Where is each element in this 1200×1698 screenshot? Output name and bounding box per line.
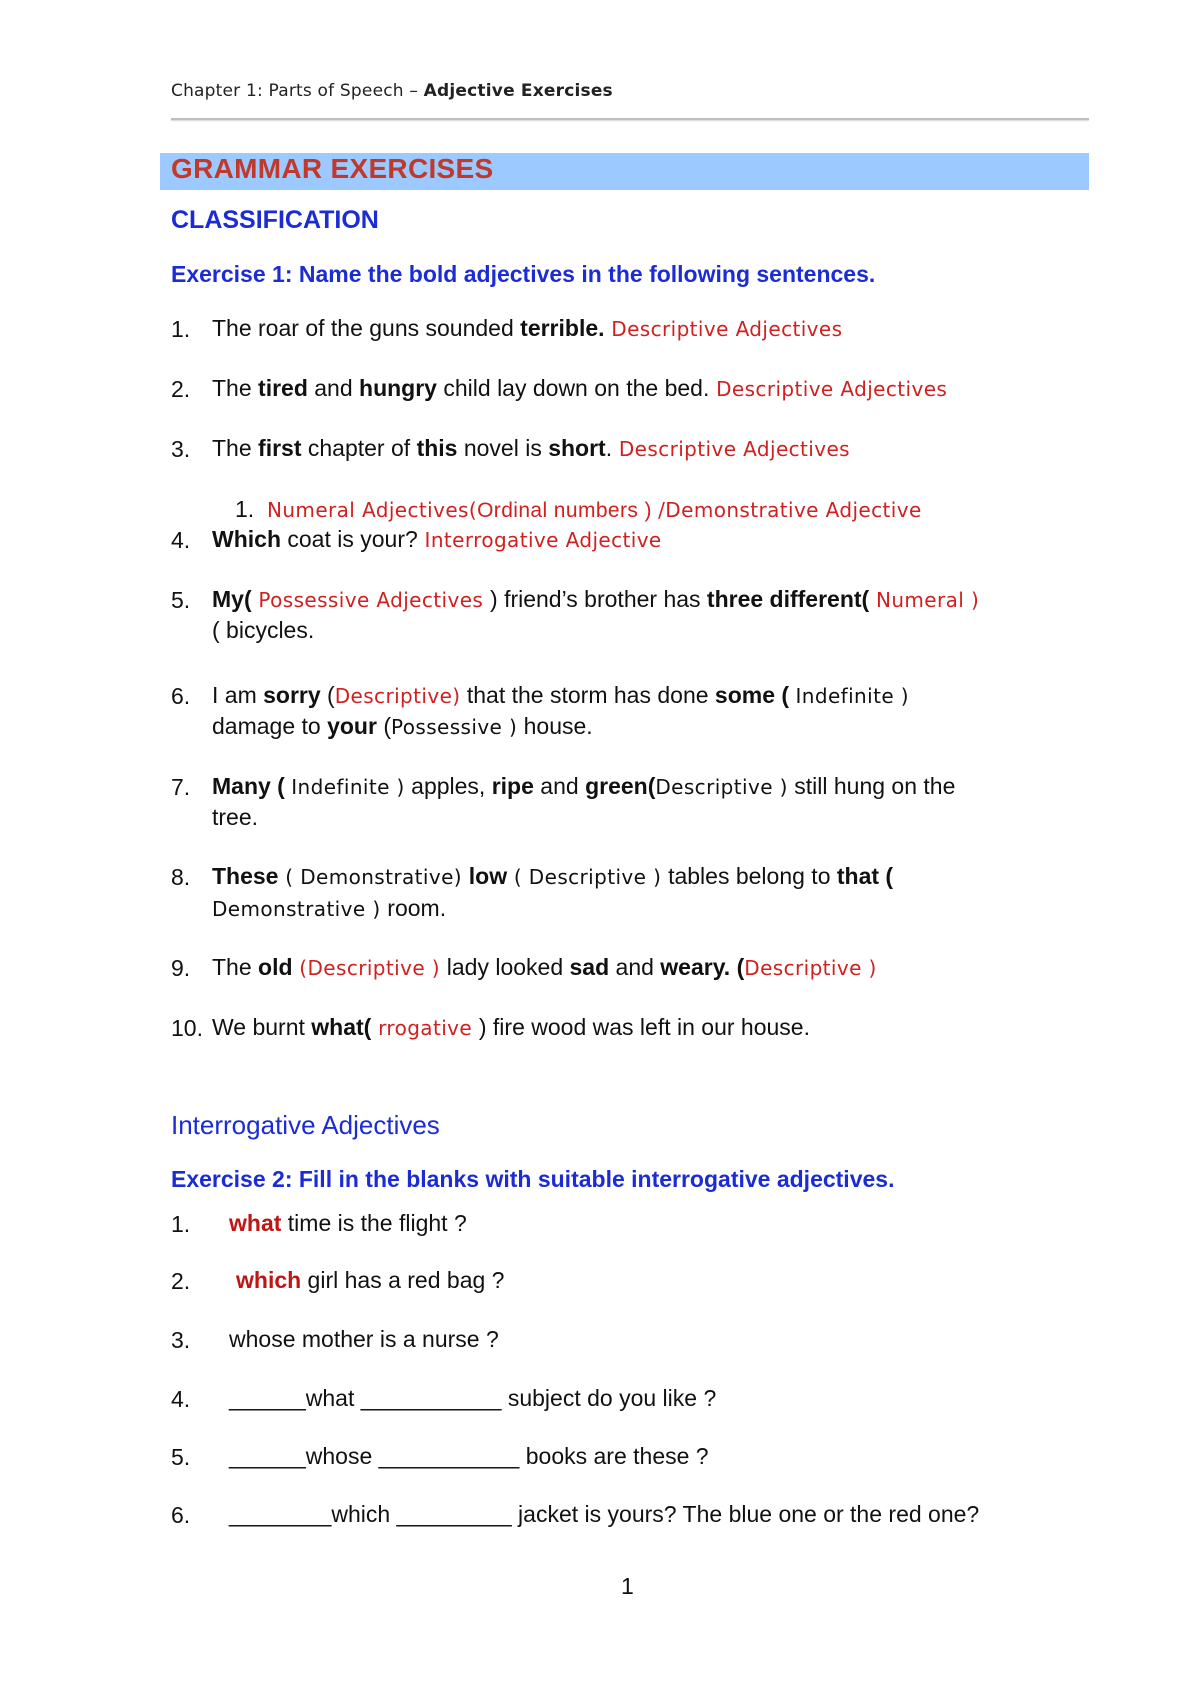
header-divider xyxy=(171,118,1089,120)
item-number: 1. xyxy=(171,1211,191,1237)
item-number: 4. xyxy=(171,527,191,553)
running-header: Chapter 1: Parts of Speech – Adjective Exercises xyxy=(171,81,613,101)
item-number: 6. xyxy=(171,683,191,709)
section-title-classification: CLASSIFICATION xyxy=(171,206,379,234)
item-number: 6. xyxy=(171,1502,191,1528)
banner-title: GRAMMAR EXERCISES xyxy=(171,153,494,184)
item-number: 8. xyxy=(171,864,191,890)
exercise-1-title: Exercise 1: Name the bold adjectives in the following sentences. xyxy=(171,261,876,287)
answer-tag: Descriptive Adjectives xyxy=(709,377,948,401)
item-number: 2. xyxy=(171,376,191,402)
item-number: 7. xyxy=(171,774,191,800)
answer-tag: Descriptive Adjectives xyxy=(604,317,843,341)
item-number: 1. xyxy=(235,496,255,522)
section-banner xyxy=(160,153,1089,190)
answer-fill: what xyxy=(229,1210,282,1236)
document-page: Chapter 1: Parts of Speech – Adjective Exercises GRAMMAR EXERCISES CLASSIFICATION Exercise 1: Name the bold adjectives in the following sentences. 1. The roar of the guns sounded terrible. Descriptive Adjectives 2. The tired and hungry child lay down on the bed. Descriptive Adjectives 3. The first chapter of this novel is short. Descriptive Adjectives 1. Numeral Adjectives(Ordinal numbers ) /Demonstrative Adjective 4. Which coat is your? Interrogative Adjective 5. My( Possessive Adjectives ) friend’s brother has three different( Numeral ) ( bicycles. 6. I am sorry (Descriptive) that the storm has done some ( Indefinite ) damage to your (Possessive ) house. 7. Many ( Indefinite ) apples, ripe and green(Descriptive ) still hung on the tree. 8. These ( Demonstrative) low ( Descriptive ) tables belong to that ( Demonstrative ) room. 9. The old (Descriptive ) lady looked sad and weary. (Descriptive ) 10. We burnt what( rrogative ) fire wood was left in our house. Interrogative Adjectives Exercise 2: Fill in the blanks with suitable interrogative adjectives. 1. what time is the flight ? 2. which girl has a red bag ? 3. whose mother is a nurse ? 4. ______what ___________ subject do you like ? 5. ______whose ___________ books are these ? 6. ________which _________ jacket is yours? The blue one or the red one? 1 xyxy=(0,0,1200,1698)
answer-tag: Interrogative Adjective xyxy=(417,528,662,552)
item-number: 1. xyxy=(171,316,191,342)
answer-fill: which xyxy=(236,1267,302,1293)
item-number: 9. xyxy=(171,955,191,981)
item-number: 5. xyxy=(171,1444,191,1470)
item-number: 2. xyxy=(171,1268,191,1294)
item-number: 3. xyxy=(171,1327,191,1353)
header-topic: Adjective Exercises xyxy=(423,81,613,101)
item-number: 5. xyxy=(171,587,191,613)
item-number: 3. xyxy=(171,436,191,462)
item-number: 10. xyxy=(171,1015,203,1041)
item-number: 4. xyxy=(171,1386,191,1412)
exercise-2-title: Exercise 2: Fill in the blanks with suitable interrogative adjectives. xyxy=(171,1166,895,1192)
section-title-interrogative: Interrogative Adjectives xyxy=(171,1110,440,1140)
page-number: 1 xyxy=(621,1573,634,1599)
answer-tag: Descriptive Adjectives xyxy=(612,437,851,461)
